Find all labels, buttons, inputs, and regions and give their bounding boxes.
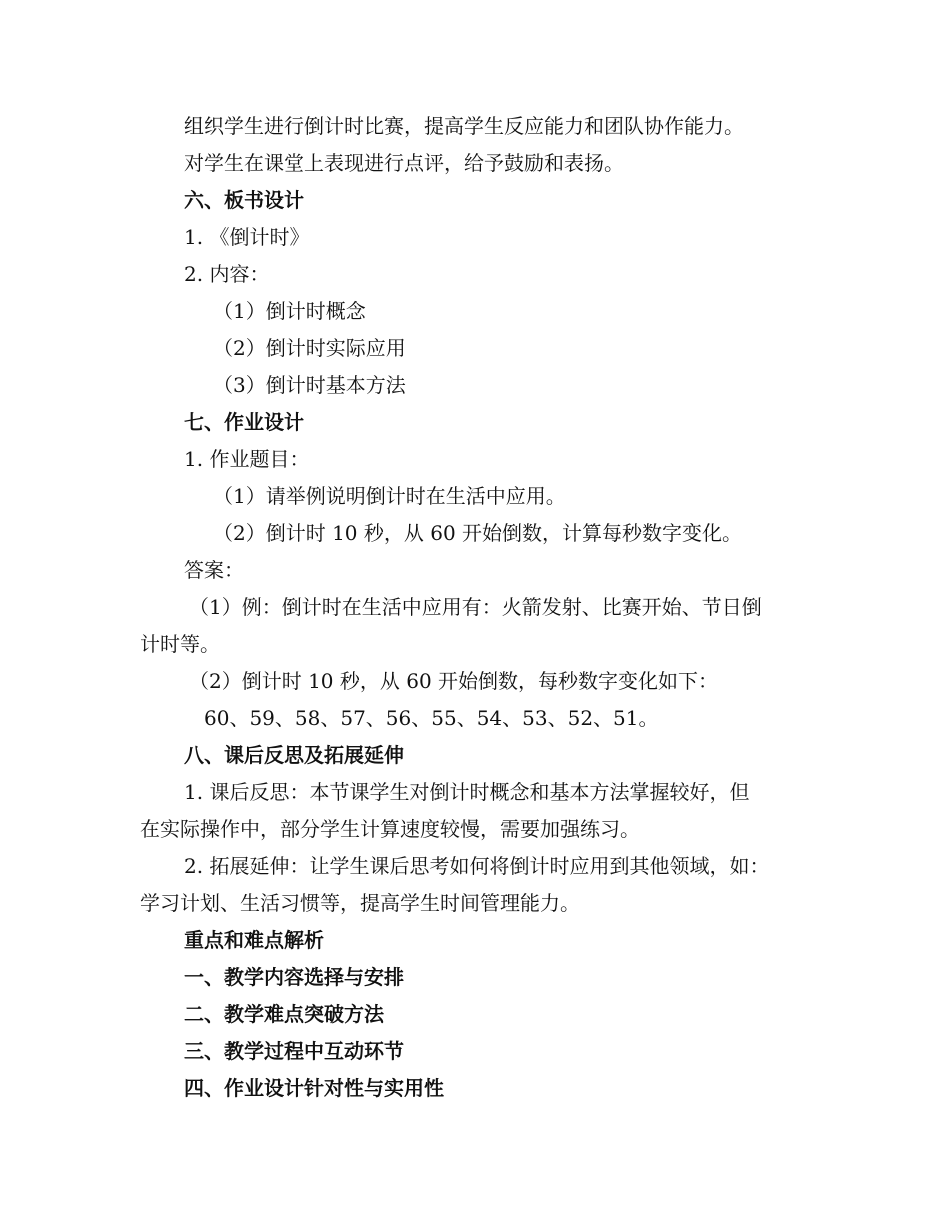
section-heading: 四、作业设计针对性与实用性 bbox=[184, 1076, 444, 1100]
section-heading: 一、教学内容选择与安排 bbox=[184, 965, 404, 989]
sub-list-item: （1）请举例说明倒计时在生活中应用。 bbox=[213, 484, 566, 508]
sub-list-item: （2）倒计时 10 秒，从 60 开始倒数，计算每秒数字变化。 bbox=[213, 521, 743, 545]
paragraph-line: （1）例：倒计时在生活中应用有：火箭发射、比赛开始、节日倒 bbox=[189, 595, 762, 619]
section-heading: 七、作业设计 bbox=[184, 410, 304, 434]
paragraph-line: 答案： bbox=[184, 558, 244, 582]
section-heading: 六、板书设计 bbox=[184, 188, 304, 212]
sub-list-item: （1）倒计时概念 bbox=[213, 299, 366, 323]
sub-list-item: （2）倒计时实际应用 bbox=[213, 336, 406, 360]
paragraph-line: 在实际操作中，部分学生计算速度较慢，需要加强练习。 bbox=[140, 817, 640, 841]
paragraph-line: 组织学生进行倒计时比赛，提高学生反应能力和团队协作能力。 bbox=[184, 114, 744, 138]
section-heading: 二、教学难点突破方法 bbox=[184, 1002, 384, 1026]
paragraph-line: 60、59、58、57、56、55、54、53、52、51。 bbox=[204, 706, 659, 730]
list-item: 1. 作业题目： bbox=[184, 447, 310, 471]
section-heading: 重点和难点解析 bbox=[184, 928, 324, 952]
list-item: 2. 内容： bbox=[184, 262, 270, 286]
section-heading: 八、课后反思及拓展延伸 bbox=[184, 743, 404, 767]
paragraph-line: 学习计划、生活习惯等，提高学生时间管理能力。 bbox=[140, 891, 580, 915]
section-heading: 三、教学过程中互动环节 bbox=[184, 1039, 404, 1063]
list-item: 1. 《倒计时》 bbox=[184, 225, 310, 249]
paragraph-line: 对学生在课堂上表现进行点评，给予鼓励和表扬。 bbox=[184, 151, 624, 175]
paragraph-line: 计时等。 bbox=[140, 632, 220, 656]
paragraph-line: 1. 课后反思：本节课学生对倒计时概念和基本方法掌握较好，但 bbox=[184, 780, 750, 804]
paragraph-line: （2）倒计时 10 秒，从 60 开始倒数，每秒数字变化如下： bbox=[189, 669, 719, 693]
sub-list-item: （3）倒计时基本方法 bbox=[213, 373, 406, 397]
paragraph-line: 2. 拓展延伸：让学生课后思考如何将倒计时应用到其他领域，如： bbox=[184, 854, 770, 878]
